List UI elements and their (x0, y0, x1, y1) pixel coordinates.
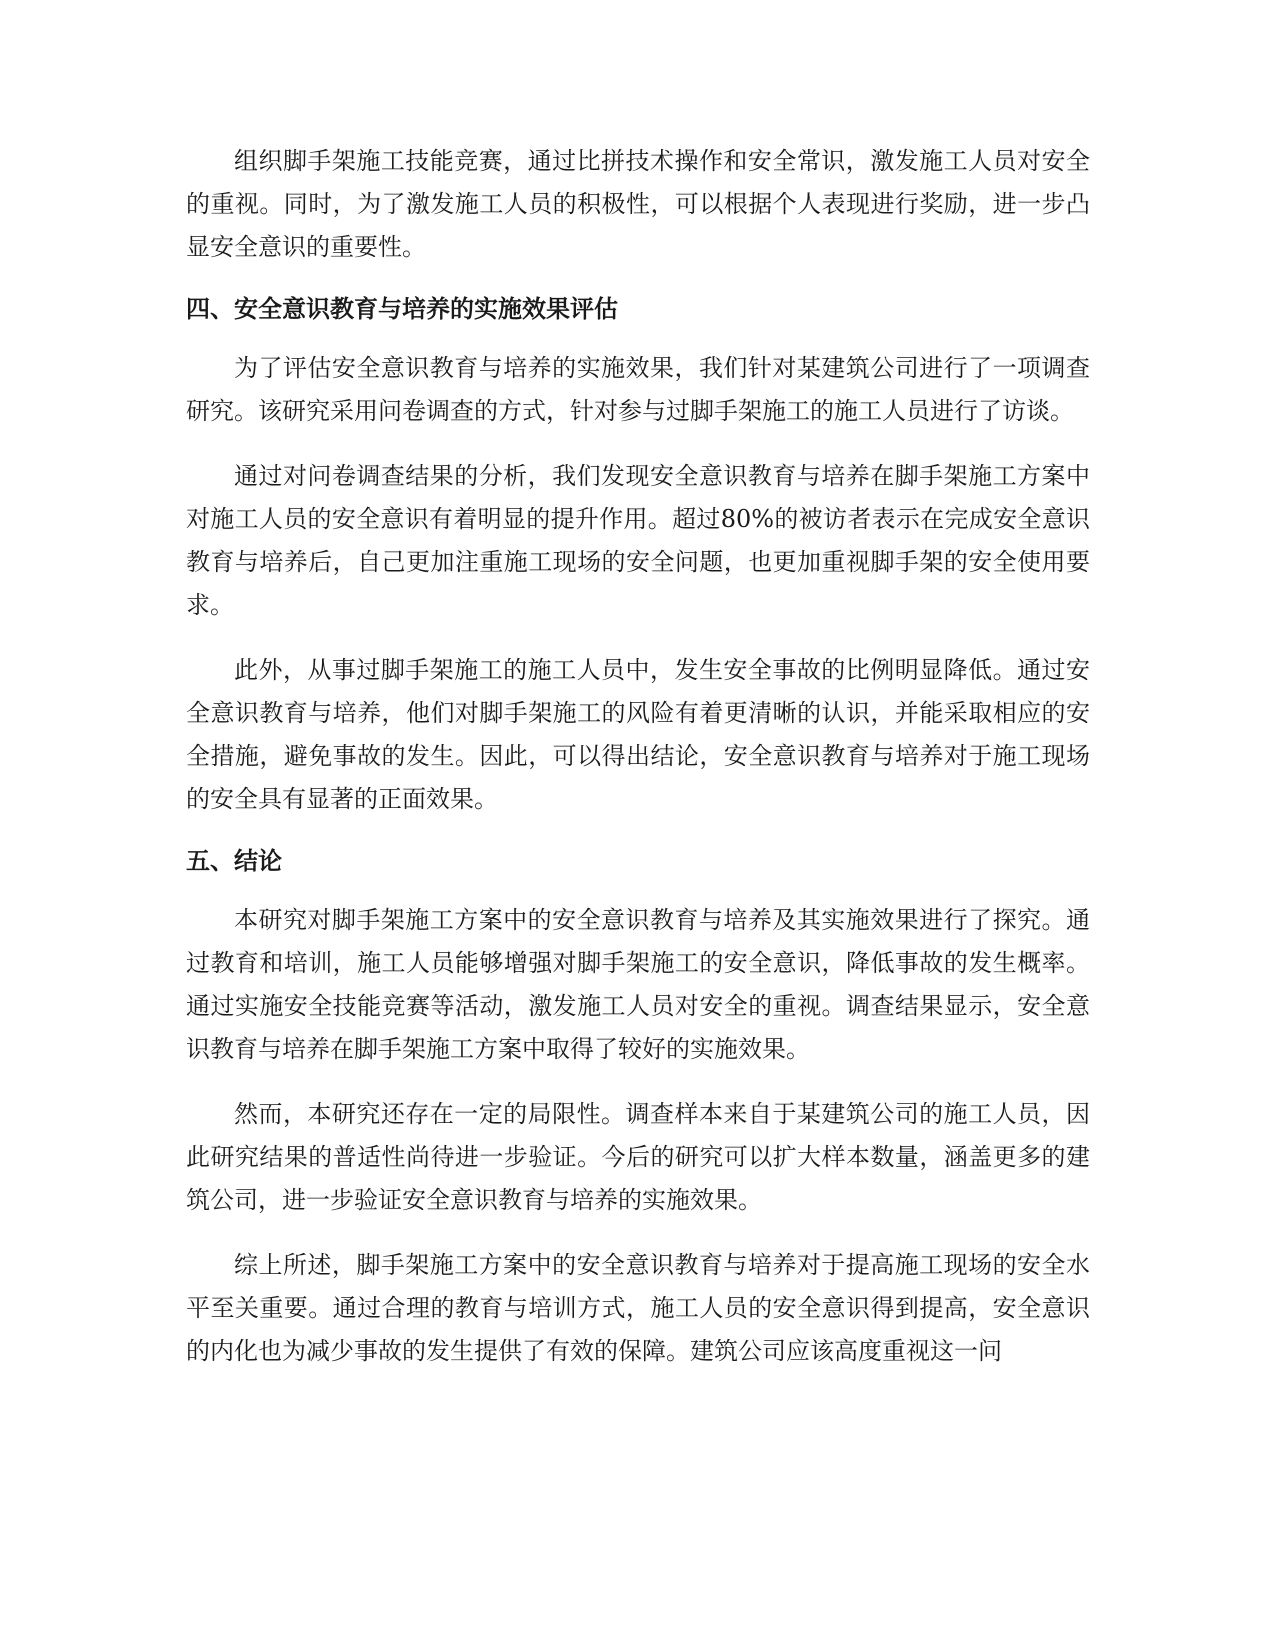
section-heading-conclusion: 五、结论 (186, 847, 282, 875)
paragraph-limitations: 然而，本研究还存在一定的局限性。调查样本来自于某建筑公司的施工人员，因此研究结果的普适性尚待进一步验证。今后的研究可以扩大样本数量，涵盖更多的建筑公司，进一步验证安全意识教育与培养的实施效果。 (186, 1100, 1090, 1214)
paragraph-survey-intro: 为了评估安全意识教育与培养的实施效果，我们针对某建筑公司进行了一项调查研究。该研究采用问卷调查的方式，针对参与过脚手架施工的施工人员进行了访谈。 (186, 354, 1090, 425)
paragraph-accident-reduction: 此外，从事过脚手架施工的施工人员中，发生安全事故的比例明显降低。通过安全意识教育与培养，他们对脚手架施工的风险有着更清晰的认识，并能采取相应的安全措施，避免事故的发生。因此，可以得出结论，安全意识教育与培养对于施工现场的安全具有显著的正面效果。 (186, 656, 1090, 813)
paragraph-survey-results: 通过对问卷调查结果的分析，我们发现安全意识教育与培养在脚手架施工方案中对施工人员的安全意识有着明显的提升作用。超过80%的被访者表示在完成安全意识教育与培养后，自己更加注重施工现场的安全问题，也更加重视脚手架的安全使用要求。 (186, 462, 1090, 619)
document-page (186, 140, 1090, 1373)
paragraph-final-remarks: 综上所述，脚手架施工方案中的安全意识教育与培养对于提高施工现场的安全水平至关重要。通过合理的教育与培训方式，施工人员的安全意识得到提高，安全意识的内化也为减少事故的发生提供了有效的保障。建筑公司应该高度重视这一问 (186, 1251, 1090, 1365)
paragraph-conclusion-summary: 本研究对脚手架施工方案中的安全意识教育与培养及其实施效果进行了探究。通过教育和培训，施工人员能够增强对脚手架施工的安全意识，降低事故的发生概率。通过实施安全技能竞赛等活动，激发施工人员对安全的重视。调查结果显示，安全意识教育与培养在脚手架施工方案中取得了较好的实施效果。 (186, 906, 1090, 1063)
section-heading-evaluation: 四、安全意识教育与培养的实施效果评估 (186, 295, 618, 323)
paragraph-competition: 组织脚手架施工技能竞赛，通过比拼技术操作和安全常识，激发施工人员对安全的重视。同时，为了激发施工人员的积极性，可以根据个人表现进行奖励，进一步凸显安全意识的重要性。 (186, 147, 1090, 261)
